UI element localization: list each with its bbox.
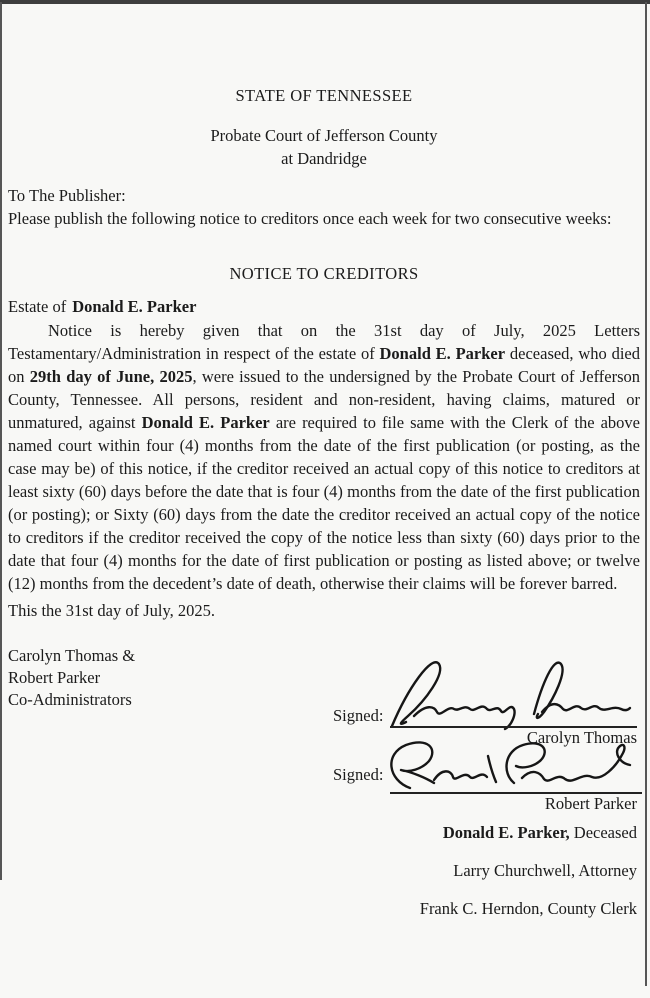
- deceased-suffix: Deceased: [569, 823, 637, 842]
- attorney-line: Larry Churchwell, Attorney: [453, 861, 637, 880]
- paragraph-segment: are required to file same with the Clerk of the above named court within four (4) months from the date of the first publication (or posting, as the case may be) of this notice, if the creditor received an actual copy of this notice to creditors at least sixty (60) days before the date that is four (4) months from the date of the first publication (or posting); or Sixty (60) days from the date the creditor received an actual copy of the notice to creditors if the creditor received the copy of the notice less than sixty (60) days prior to the date that four (4) months for the date of first publication or posting as listed above; or twelve (12) months from the decedent’s date of death, otherwise their claims will be forever barred.: [8, 413, 640, 593]
- signed-label-2: Signed:: [333, 765, 384, 784]
- administrator-name: Robert Parker: [8, 668, 101, 687]
- state-heading: STATE OF TENNESSEE: [235, 86, 413, 105]
- county-clerk-line: Frank C. Herndon, County Clerk: [419, 899, 637, 918]
- publisher-instruction: Please publish the following notice to creditors once each week for two consecutive weeks:: [8, 209, 612, 228]
- paragraph-segment: deceased, who died on: [8, 344, 640, 386]
- scan-edge-left: [0, 2, 2, 880]
- notice-paragraph: [8, 319, 640, 595]
- notice-title: NOTICE TO CREDITORS: [229, 264, 419, 283]
- paragraph-segment: Notice is hereby given that on the 31st day of July, 2025 Letters Testamentary/Administration in respect of the estate of: [8, 321, 640, 363]
- deceased-line: [8, 823, 637, 843]
- court-heading: [8, 124, 640, 170]
- deceased-name: Donald E. Parker,: [442, 823, 570, 842]
- administrator-name: Carolyn Thomas &: [8, 646, 136, 665]
- paragraph-segment-bold: 29th day of June, 2025: [29, 367, 193, 386]
- printed-name-robert-parker: Robert Parker: [544, 794, 637, 813]
- printed-name-carolyn-thomas: Carolyn Thomas: [526, 728, 637, 747]
- administrators-block: [8, 645, 135, 711]
- estate-name: Donald E. Parker: [72, 297, 197, 316]
- estate-line: [8, 295, 640, 318]
- paragraph-segment-bold: Donald E. Parker: [141, 413, 270, 432]
- administrators-role: Co-Administrators: [8, 690, 132, 709]
- dated-line: This the 31st day of July, 2025.: [8, 601, 215, 620]
- publisher-salutation: To The Publisher:: [8, 186, 126, 205]
- court-location-line: at Dandridge: [281, 149, 367, 168]
- estate-label: Estate of: [8, 297, 67, 316]
- paragraph-segment: , were issued to the undersigned by the Probate Court of Jefferson County, Tennessee. All persons, resident and non-resident, having claims, matured or unmatured, against: [8, 367, 640, 432]
- scan-edge-right: [645, 2, 647, 986]
- paragraph-segment-bold: Donald E. Parker: [379, 344, 506, 363]
- scan-edge-top: [0, 0, 650, 4]
- carolyn-thomas-signature-script: [382, 652, 638, 737]
- signed-label-1: Signed:: [333, 706, 384, 725]
- court-name-line: Probate Court of Jefferson County: [210, 126, 438, 145]
- publisher-note: [8, 184, 642, 230]
